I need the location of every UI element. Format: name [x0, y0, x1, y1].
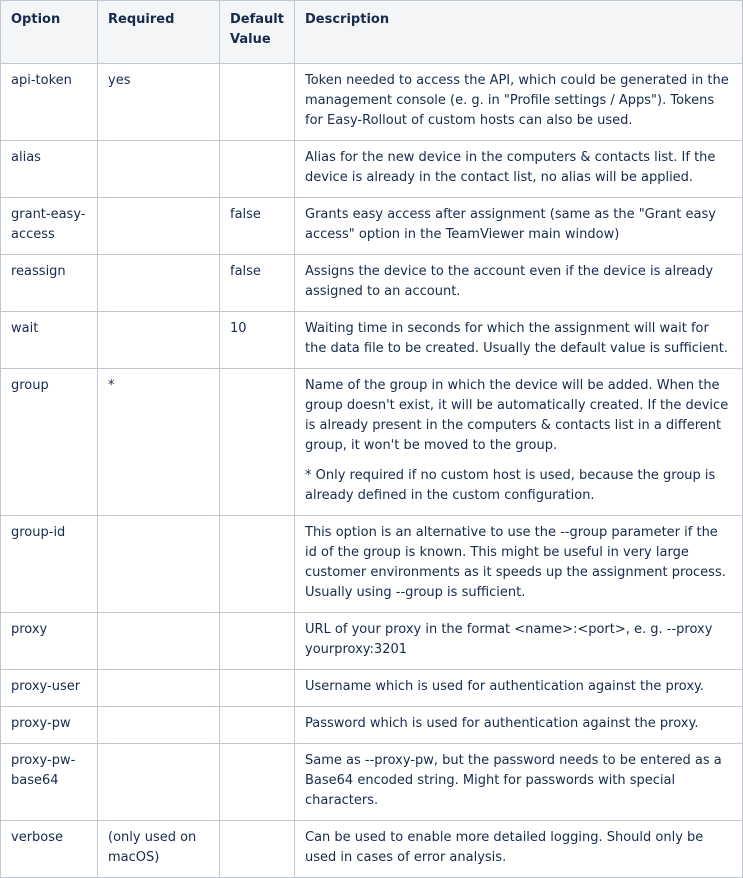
- default-cell: [220, 613, 295, 670]
- header-required: Required: [98, 1, 220, 64]
- required-cell: [98, 141, 220, 198]
- option-cell: alias: [1, 141, 98, 198]
- table-body: [1, 64, 743, 878]
- description-cell: [295, 613, 743, 670]
- description-cell: [295, 707, 743, 744]
- table-row: [1, 312, 743, 369]
- header-default-value: Default Value: [220, 1, 295, 64]
- description-cell: [295, 64, 743, 141]
- description-text: URL of your proxy in the format <name>:<port>, e. g. --proxy yourproxy:3201: [305, 622, 713, 657]
- description-cell: [295, 141, 743, 198]
- description-text: Username which is used for authentication against the proxy.: [305, 679, 704, 694]
- table-row: [1, 821, 743, 878]
- description-footnote: * Only required if no custom host is used, because the group is already defined in the custom configuration.: [305, 468, 716, 503]
- required-cell: [98, 613, 220, 670]
- table-row: [1, 369, 743, 516]
- table-row: [1, 670, 743, 707]
- default-cell: [220, 821, 295, 878]
- required-cell: [98, 707, 220, 744]
- option-cell: verbose: [1, 821, 98, 878]
- option-cell: proxy-user: [1, 670, 98, 707]
- default-cell: false: [220, 198, 295, 255]
- default-cell: [220, 369, 295, 516]
- description-cell: [295, 670, 743, 707]
- option-cell: wait: [1, 312, 98, 369]
- default-cell: [220, 64, 295, 141]
- description-text: Password which is used for authentication against the proxy.: [305, 716, 699, 731]
- description-text: Grants easy access after assignment (same as the "Grant easy access" option in the TeamViewer main window): [305, 207, 716, 242]
- description-text: Assigns the device to the account even if the device is already assigned to an account.: [305, 264, 714, 299]
- default-cell: [220, 141, 295, 198]
- description-text: Same as --proxy-pw, but the password needs to be entered as a Base64 encoded string. Might for passwords with special characters.: [305, 753, 722, 808]
- table-row: [1, 744, 743, 821]
- table-row: [1, 198, 743, 255]
- description-cell: [295, 255, 743, 312]
- default-cell: [220, 707, 295, 744]
- description-cell: [295, 312, 743, 369]
- option-cell: proxy: [1, 613, 98, 670]
- description-text: Token needed to access the API, which could be generated in the management console (e. g. in "Profile settings / Apps"). Tokens for Easy-Rollout of custom hosts can also be used.: [305, 73, 729, 128]
- default-cell: [220, 670, 295, 707]
- required-cell: [98, 198, 220, 255]
- option-cell: reassign: [1, 255, 98, 312]
- description-text: This option is an alternative to use the --group parameter if the id of the group is known. This might be useful in very large customer environments as it speeds up the assignment process. Usually using --group is sufficient.: [305, 525, 726, 600]
- default-cell: [220, 516, 295, 613]
- option-cell: proxy-pw: [1, 707, 98, 744]
- table-row: [1, 255, 743, 312]
- description-text: Waiting time in seconds for which the assignment will wait for the data file to be created. Usually the default value is sufficient.: [305, 321, 729, 356]
- description-cell: [295, 821, 743, 878]
- option-cell: proxy-pw-base64: [1, 744, 98, 821]
- description-cell: [295, 369, 743, 516]
- required-cell: [98, 312, 220, 369]
- table-row: [1, 613, 743, 670]
- required-cell: [98, 255, 220, 312]
- table-row: [1, 64, 743, 141]
- description-text: Alias for the new device in the computers & contacts list. If the device is already in the contact list, no alias will be applied.: [305, 150, 716, 185]
- option-cell: api-token: [1, 64, 98, 141]
- table-header: [1, 1, 743, 64]
- option-cell: grant-easy-access: [1, 198, 98, 255]
- option-cell: group-id: [1, 516, 98, 613]
- description-cell: [295, 744, 743, 821]
- description-text: Can be used to enable more detailed logging. Should only be used in cases of error analysis.: [305, 830, 704, 865]
- required-cell: [98, 516, 220, 613]
- description-cell: [295, 516, 743, 613]
- description-text: Name of the group in which the device will be added. When the group doesn't exist, it will be automatically created. If the device is already present in the computers & contacts list in a different group, it won't be moved to the group.: [305, 378, 729, 453]
- required-cell: [98, 670, 220, 707]
- option-cell: group: [1, 369, 98, 516]
- table-row: [1, 707, 743, 744]
- table-row: [1, 141, 743, 198]
- required-cell: (only used on macOS): [98, 821, 220, 878]
- required-cell: *: [98, 369, 220, 516]
- default-cell: 10: [220, 312, 295, 369]
- header-row: [1, 1, 743, 64]
- header-option: Option: [1, 1, 98, 64]
- default-cell: [220, 744, 295, 821]
- description-cell: [295, 198, 743, 255]
- table-row: [1, 516, 743, 613]
- header-description: Description: [295, 1, 743, 64]
- required-cell: [98, 744, 220, 821]
- required-cell: yes: [98, 64, 220, 141]
- default-cell: false: [220, 255, 295, 312]
